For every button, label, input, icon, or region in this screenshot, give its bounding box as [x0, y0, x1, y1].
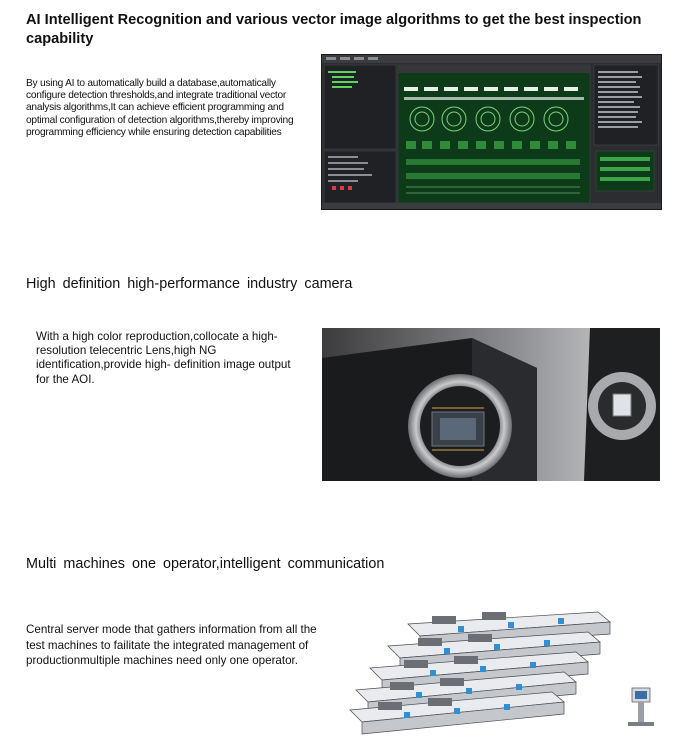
aoi-software-screenshot — [321, 54, 662, 210]
section-camera-title: High definition high-performance industry camera — [26, 276, 353, 292]
section-ai-title: AI Intelligent Recognition and various vector image algorithms to get the best inspection capability — [26, 12, 642, 47]
section-ai-description: By using AI to automatically build a database,automatically configure detection thresholds,and integrate traditional vector analysis algorithms,It can achieve efficient programming and optimal configuration of detection algorithms,thereby improving programming efficiency while ensuring detection capabilities — [26, 78, 294, 138]
production-line-illustration — [348, 604, 666, 742]
section-multi-machine-title: Multi machines one operator,intelligent communication — [26, 556, 385, 572]
section-camera-description: With a high color reproduction,collocate a high-resolution telecentric Lens,high NG identification,provide high- definition image output for the AOI. — [36, 330, 291, 386]
section-multi-machine-description: Central server mode that gathers information from all the test machines to failitate the integrated management of productionmultiple machines need only one operator. — [26, 623, 317, 668]
industrial-camera-photo — [322, 328, 660, 481]
